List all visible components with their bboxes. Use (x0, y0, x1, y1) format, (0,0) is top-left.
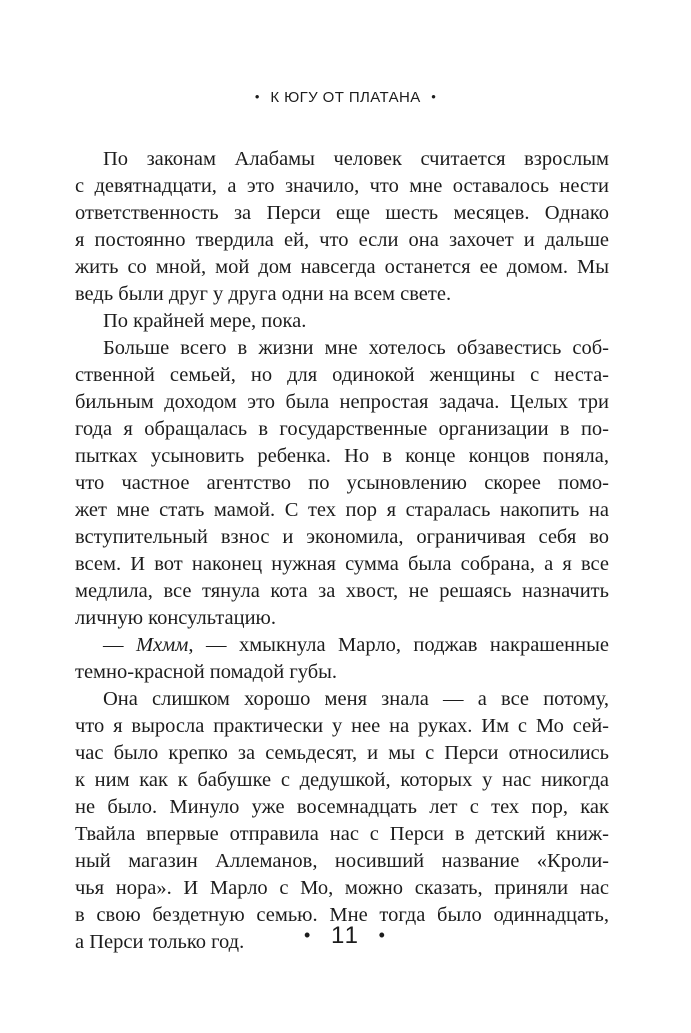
text-line: ответственность за Перси еще шесть месяцев. Однако (75, 202, 609, 224)
text-line: Твайла впервые отправила нас с Перси в детский книж- (75, 823, 609, 845)
text-line: года я обращалась в государственные организации в по- (75, 418, 609, 440)
page-number-dot-left: • (304, 925, 313, 945)
text-line: темно-красной помадой губы. (75, 661, 338, 683)
text-line: что я выросла практически у нее на руках. Им с Мо сей- (75, 715, 609, 737)
text-line: к ним как к бабушке с дедушкой, которых у нас никогда (75, 769, 609, 791)
dialogue-italic: Мхмм (136, 634, 189, 656)
text-line: что частное агентство по усыновлению скорее помо- (75, 472, 609, 494)
running-header (0, 87, 691, 108)
page-number-dot-right: • (378, 925, 387, 945)
text-line: жить со мной, мой дом навсегда останется ее домом. Мы (75, 256, 609, 278)
body-text (75, 146, 609, 956)
text-line: вступительный взнос и экономила, ограничивая себя во (75, 526, 609, 548)
text-line: не было. Минуло уже восемнадцать лет с тех пор, как (75, 796, 609, 818)
text-line: пытках усыновить ребенка. Но в конце концов поняла, (75, 445, 609, 467)
text-line: медлила, все тянула кота за хвост, не решаясь назначить (75, 580, 609, 602)
text-line: а Перси только год. (75, 931, 245, 953)
text-line: По крайней мере, пока. (103, 310, 307, 332)
page-number (0, 920, 691, 951)
text-line: я постоянно твердила ей, что если она захочет и дальше (75, 229, 609, 251)
text-line: По законам Алабамы человек считается взрослым (103, 148, 609, 170)
header-dot-left: • (254, 89, 260, 104)
text-line: чья нора». И Марло с Мо, можно сказать, приняли нас (75, 877, 609, 899)
text-line: жет мне стать мамой. С тех пор я старалась накопить на (75, 499, 609, 521)
text-line: Она слишком хорошо меня знала — а все потому, (103, 688, 609, 710)
text-line: ведь были друг у друга одни на всем свете. (75, 283, 452, 305)
text-line: бильным доходом это была непростая задача. Целых три (75, 391, 609, 413)
header-dot-right: • (431, 89, 437, 104)
dialogue-dash: — (103, 634, 136, 656)
text-line: с девятнадцати, а это значило, что мне оставалось нести (75, 175, 609, 197)
text-line: всем. И вот наконец нужная сумма была собрана, а я все (75, 553, 609, 575)
text-line: ственной семьей, но для одинокой женщины с неста- (75, 364, 609, 386)
dialogue-line (75, 632, 609, 659)
text-line: личную консультацию. (75, 607, 276, 629)
running-header-title: К ЮГУ ОТ ПЛАТАНА (270, 89, 421, 106)
text-line: ный магазин Аллеманов, носивший название «Кроли- (75, 850, 609, 872)
text-line: час было крепко за семьдесят, и мы с Перси относились (75, 742, 609, 764)
text-line: Больше всего в жизни мне хотелось обзавестись соб- (103, 337, 609, 359)
page-number-value: 11 (331, 922, 360, 949)
dialogue-rest: , — хмыкнула Марло, поджав накрашенные (188, 634, 609, 656)
text-line: в свою бездетную семью. Мне тогда было одиннадцать, (75, 904, 609, 926)
